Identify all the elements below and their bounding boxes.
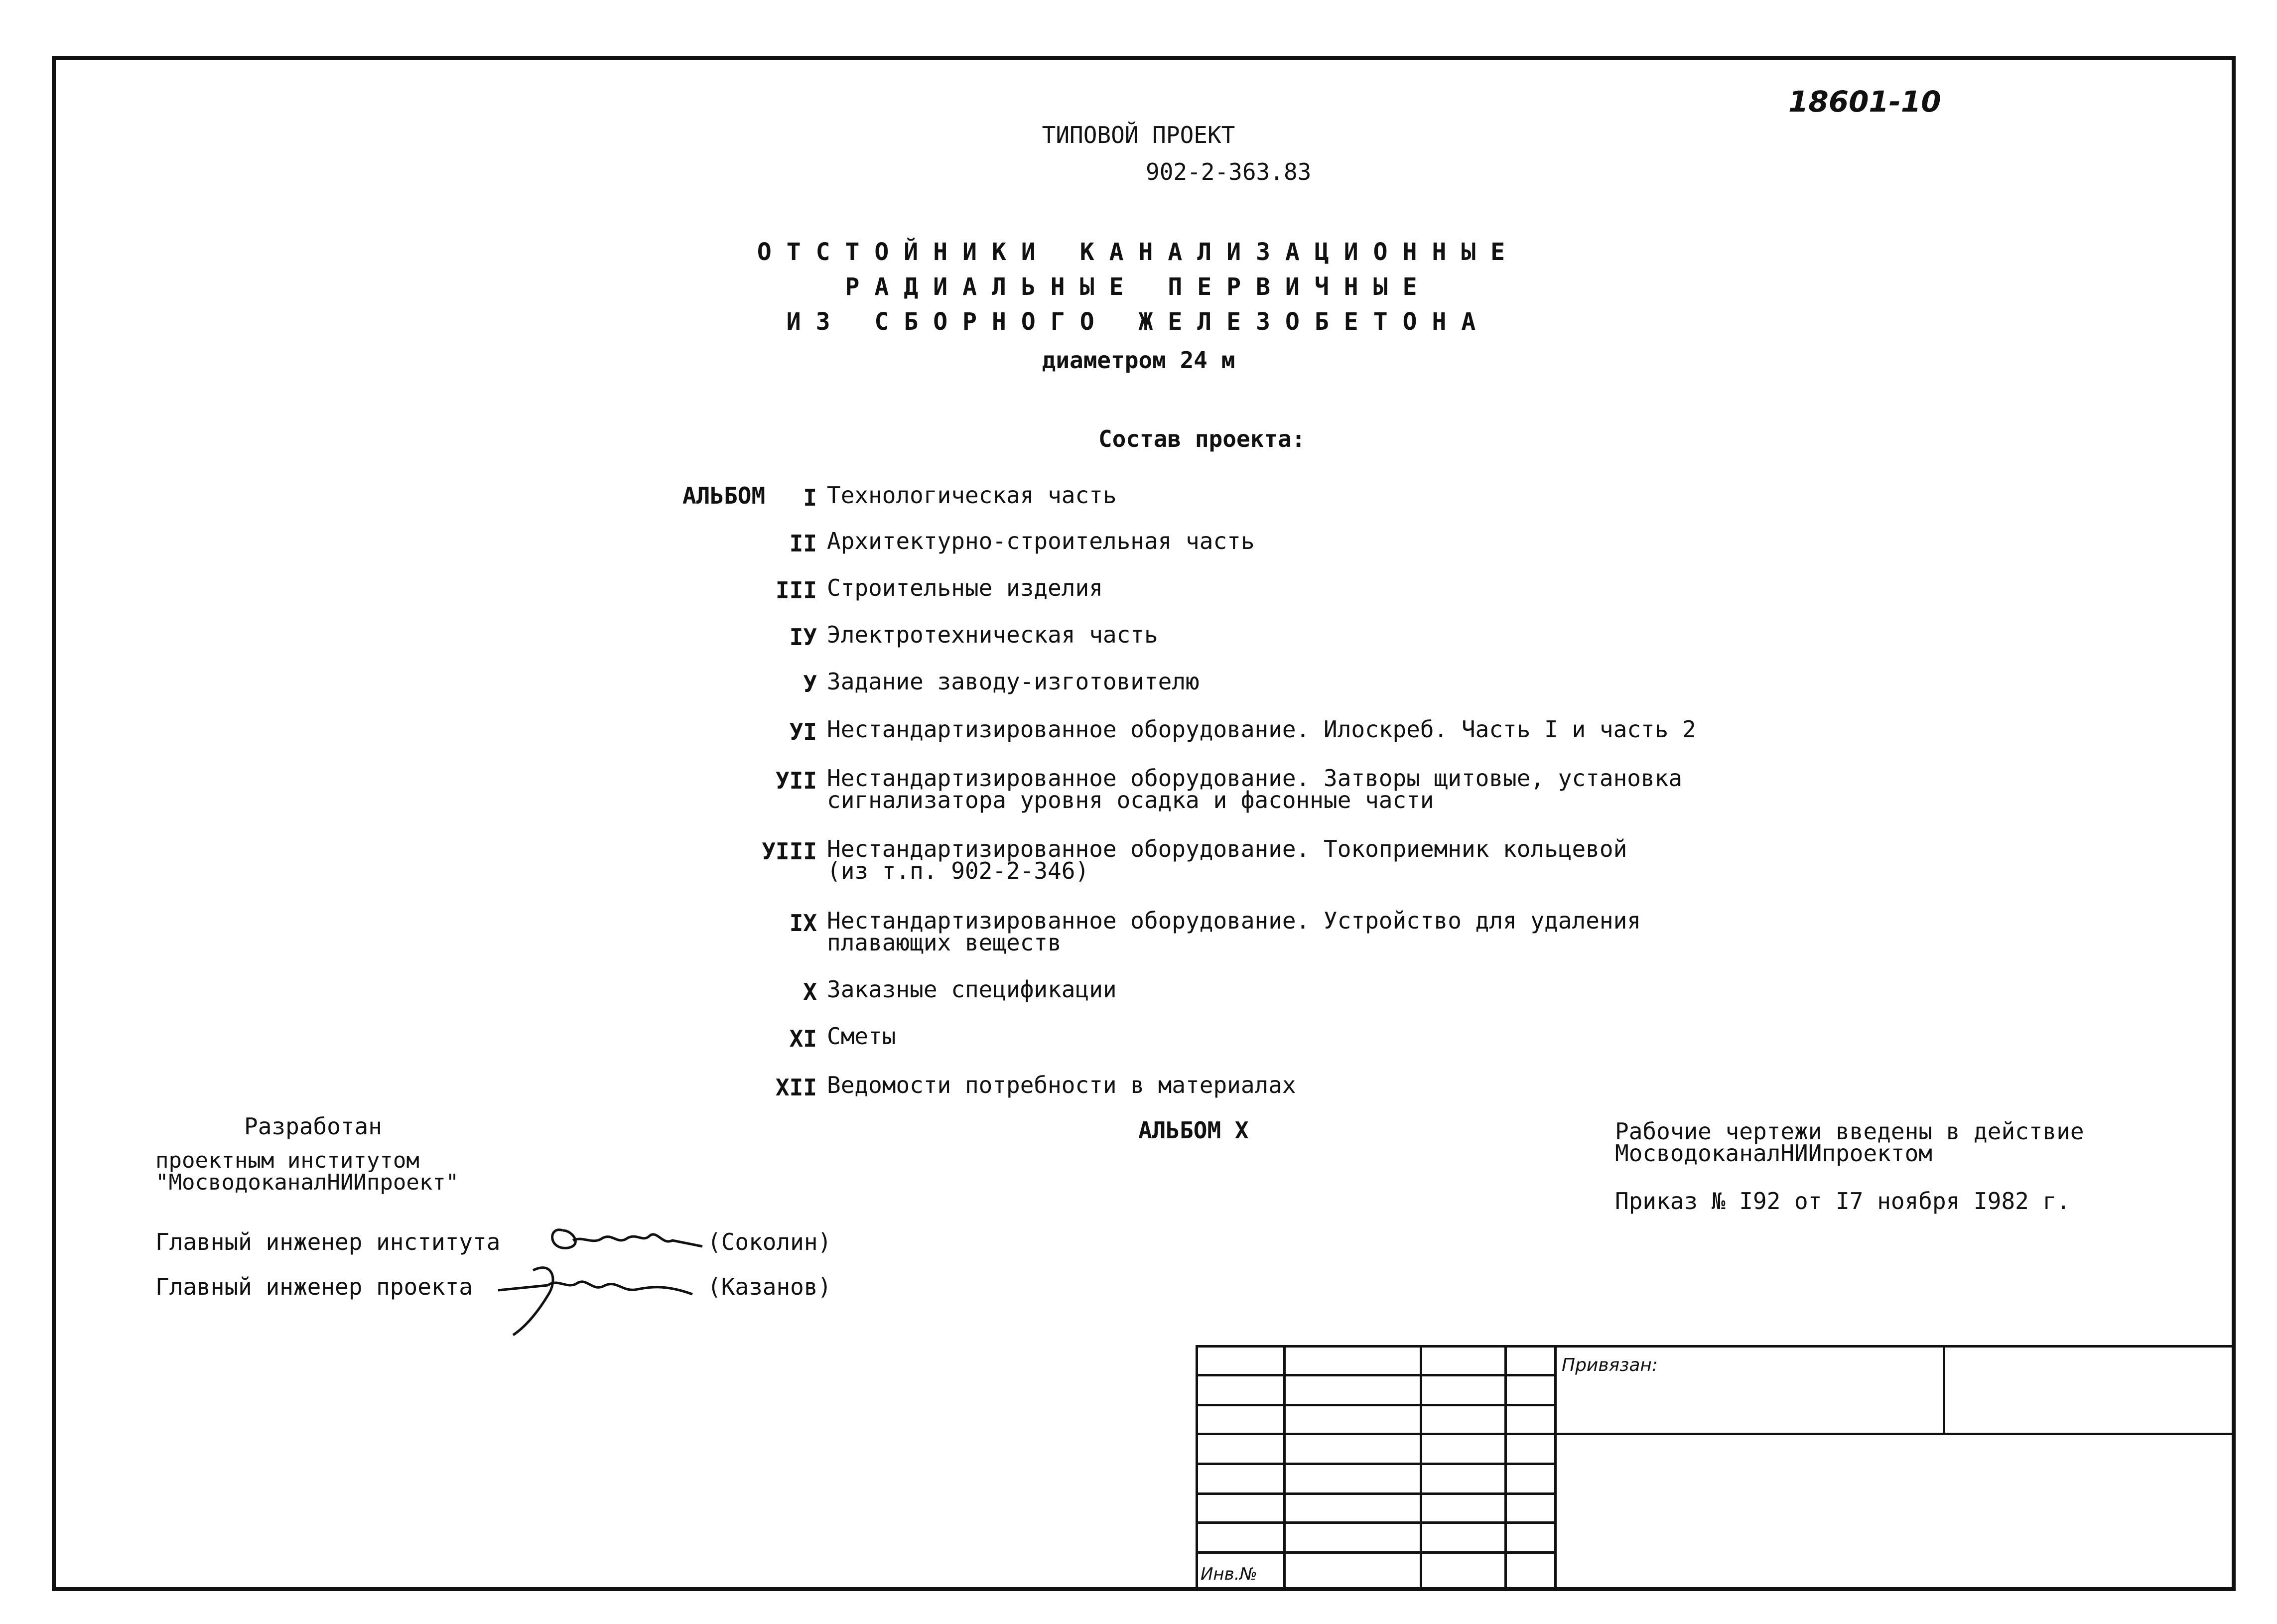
album-item-cont: плавающих веществ (827, 929, 1062, 956)
handwritten-doc-number: 18601-10 (1788, 85, 1941, 119)
album-num: XII (775, 1074, 817, 1101)
album-num: X (803, 978, 817, 1005)
chief-project-name: (Казанов) (707, 1273, 832, 1300)
project-number: 902-2-363.83 (1146, 158, 1312, 185)
album-num: У (803, 671, 817, 697)
developed-line2: "МосводоканалНИИпроект" (155, 1170, 459, 1195)
chief-institute-label: Главный инженер института (155, 1228, 501, 1255)
header-line1: ТИПОВОЙ ПРОЕКТ (1042, 122, 1235, 148)
album-num: XI (789, 1025, 817, 1052)
composition-heading: Состав проекта: (1098, 425, 1306, 452)
album-label: АЛЬБОМ (682, 482, 766, 509)
album-item: Нестандартизированное оборудование. Илоскреб. Часть I и часть 2 (827, 716, 1696, 743)
enacted-line2: МосводоканалНИИпроектом (1615, 1140, 1932, 1167)
current-album: АЛЬБОМ X (1138, 1117, 1249, 1144)
album-item: Электротехническая часть (827, 621, 1158, 648)
album-num: I (803, 484, 817, 511)
album-num: УI (789, 718, 817, 745)
album-num: УII (775, 767, 817, 794)
album-item: Задание заводу-изготовителю (827, 668, 1200, 695)
chief-project-label: Главный инженер проекта (155, 1273, 473, 1300)
album-item-cont: сигнализатора уровня осадка и фасонные части (827, 787, 1434, 813)
album-item: Нестандартизированное оборудование. Устройство для удаления (827, 907, 1641, 934)
album-item: Нестандартизированное оборудование. Затворы щитовые, установка (827, 765, 1683, 792)
order-text: Приказ № I92 от I7 ноября I982 г. (1615, 1188, 2070, 1215)
title-line1: ОТСТОЙНИКИ КАНАЛИЗАЦИОННЫЕ (757, 238, 1520, 266)
chief-institute-name: (Соколин) (707, 1228, 832, 1255)
title-line2: РАДИАЛЬНЫЕ ПЕРВИЧНЫЕ (845, 273, 1432, 301)
bound-label: Привязан: (1562, 1355, 1658, 1375)
album-item: Архитектурно-строительная часть (827, 528, 1255, 554)
album-item: Технологическая часть (827, 482, 1117, 509)
developed-heading: Разработан (244, 1113, 382, 1140)
title-block (1141, 1345, 2236, 1591)
album-num: II (789, 530, 817, 557)
album-num: III (775, 577, 817, 604)
enacted-line1: Рабочие чертежи введены в действие (1615, 1118, 2084, 1145)
album-item-cont: (из т.п. 902-2-346) (827, 857, 1089, 884)
album-item: Строительные изделия (827, 574, 1103, 601)
album-num: IX (789, 910, 817, 937)
album-item: Заказные спецификации (827, 976, 1117, 1003)
album-num: IУ (789, 624, 817, 651)
signature-kazanov (493, 1250, 702, 1340)
album-item: Ведомости потребности в материалах (827, 1072, 1296, 1098)
inventory-label: Инв.№ (1201, 1564, 1257, 1584)
developed-line1: проектным институтом (155, 1148, 419, 1173)
album-item: Сметы (827, 1023, 896, 1050)
album-num: УIII (762, 838, 817, 865)
title-line3: ИЗ СБОРНОГО ЖЕЛЕЗОБЕТОНА (786, 308, 1491, 336)
album-item: Нестандартизированное оборудование. Токоприемник кольцевой (827, 835, 1627, 862)
title-line4: диаметром 24 м (1042, 347, 1235, 374)
